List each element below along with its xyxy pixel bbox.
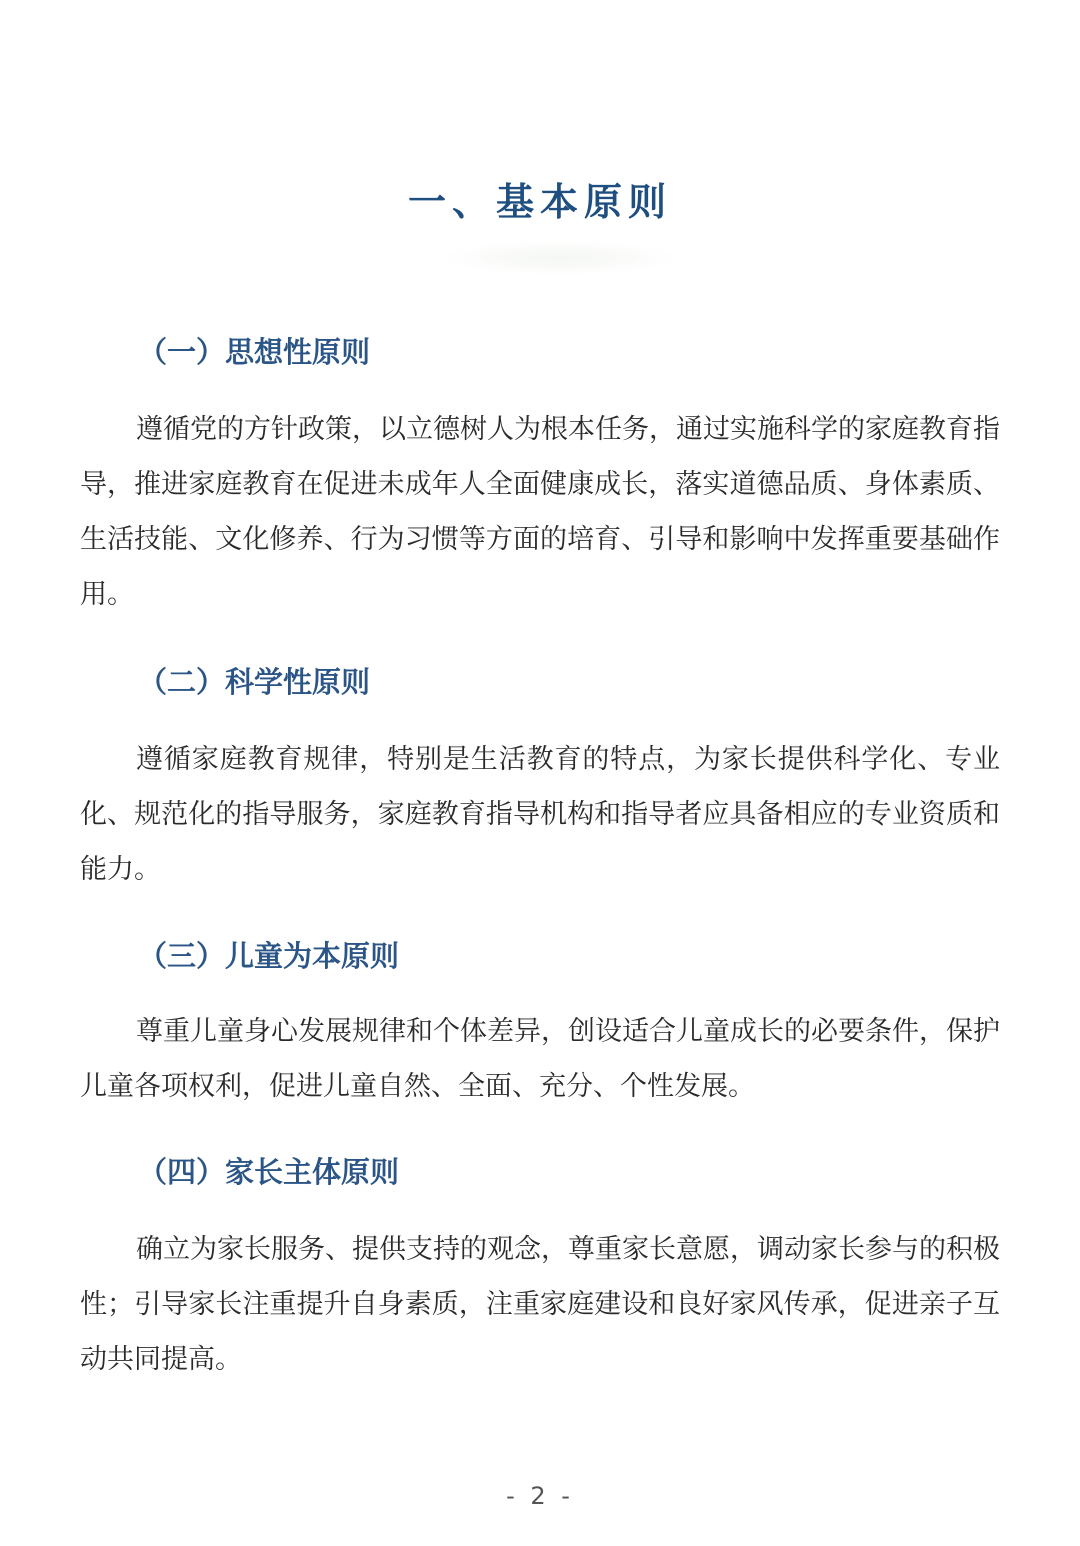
page-title: 一、基本原则 xyxy=(407,180,672,224)
title-underline-glow xyxy=(440,240,680,276)
section-body-3: 尊重儿童身心发展规律和个体差异，创设适合儿童成长的必要条件，保护儿童各项权利，促进儿童自然、全面、充分、个性发展。 xyxy=(80,1016,1000,1102)
section-body-2: 遵循家庭教育规律，特别是生活教育的特点，为家长提供科学化、专业化、规范化的指导服务，家庭教育指导机构和指导者应具备相应的专业资质和能力。 xyxy=(80,744,1000,885)
section-heading-1: （一）思想性原则 xyxy=(138,335,371,369)
section-heading-4: （四）家长主体原则 xyxy=(138,1155,400,1189)
section-body-4: 确立为家长服务、提供支持的观念，尊重家长意愿，调动家长参与的积极性；引导家长注重提升自身素质，注重家庭建设和良好家风传承，促进亲子互动共同提高。 xyxy=(80,1234,1000,1375)
section-heading-2: （二）科学性原则 xyxy=(138,665,371,699)
section-body-1: 遵循党的方针政策，以立德树人为根本任务，通过实施科学的家庭教育指导，推进家庭教育在促进未成年人全面健康成长，落实道德品质、身体素质、生活技能、文化修养、行为习惯等方面的培育、引导和影响中发挥重要基础作用。 xyxy=(80,414,1000,610)
page-number: - 2 - xyxy=(506,1482,574,1510)
section-heading-3: （三）儿童为本原则 xyxy=(138,939,400,973)
